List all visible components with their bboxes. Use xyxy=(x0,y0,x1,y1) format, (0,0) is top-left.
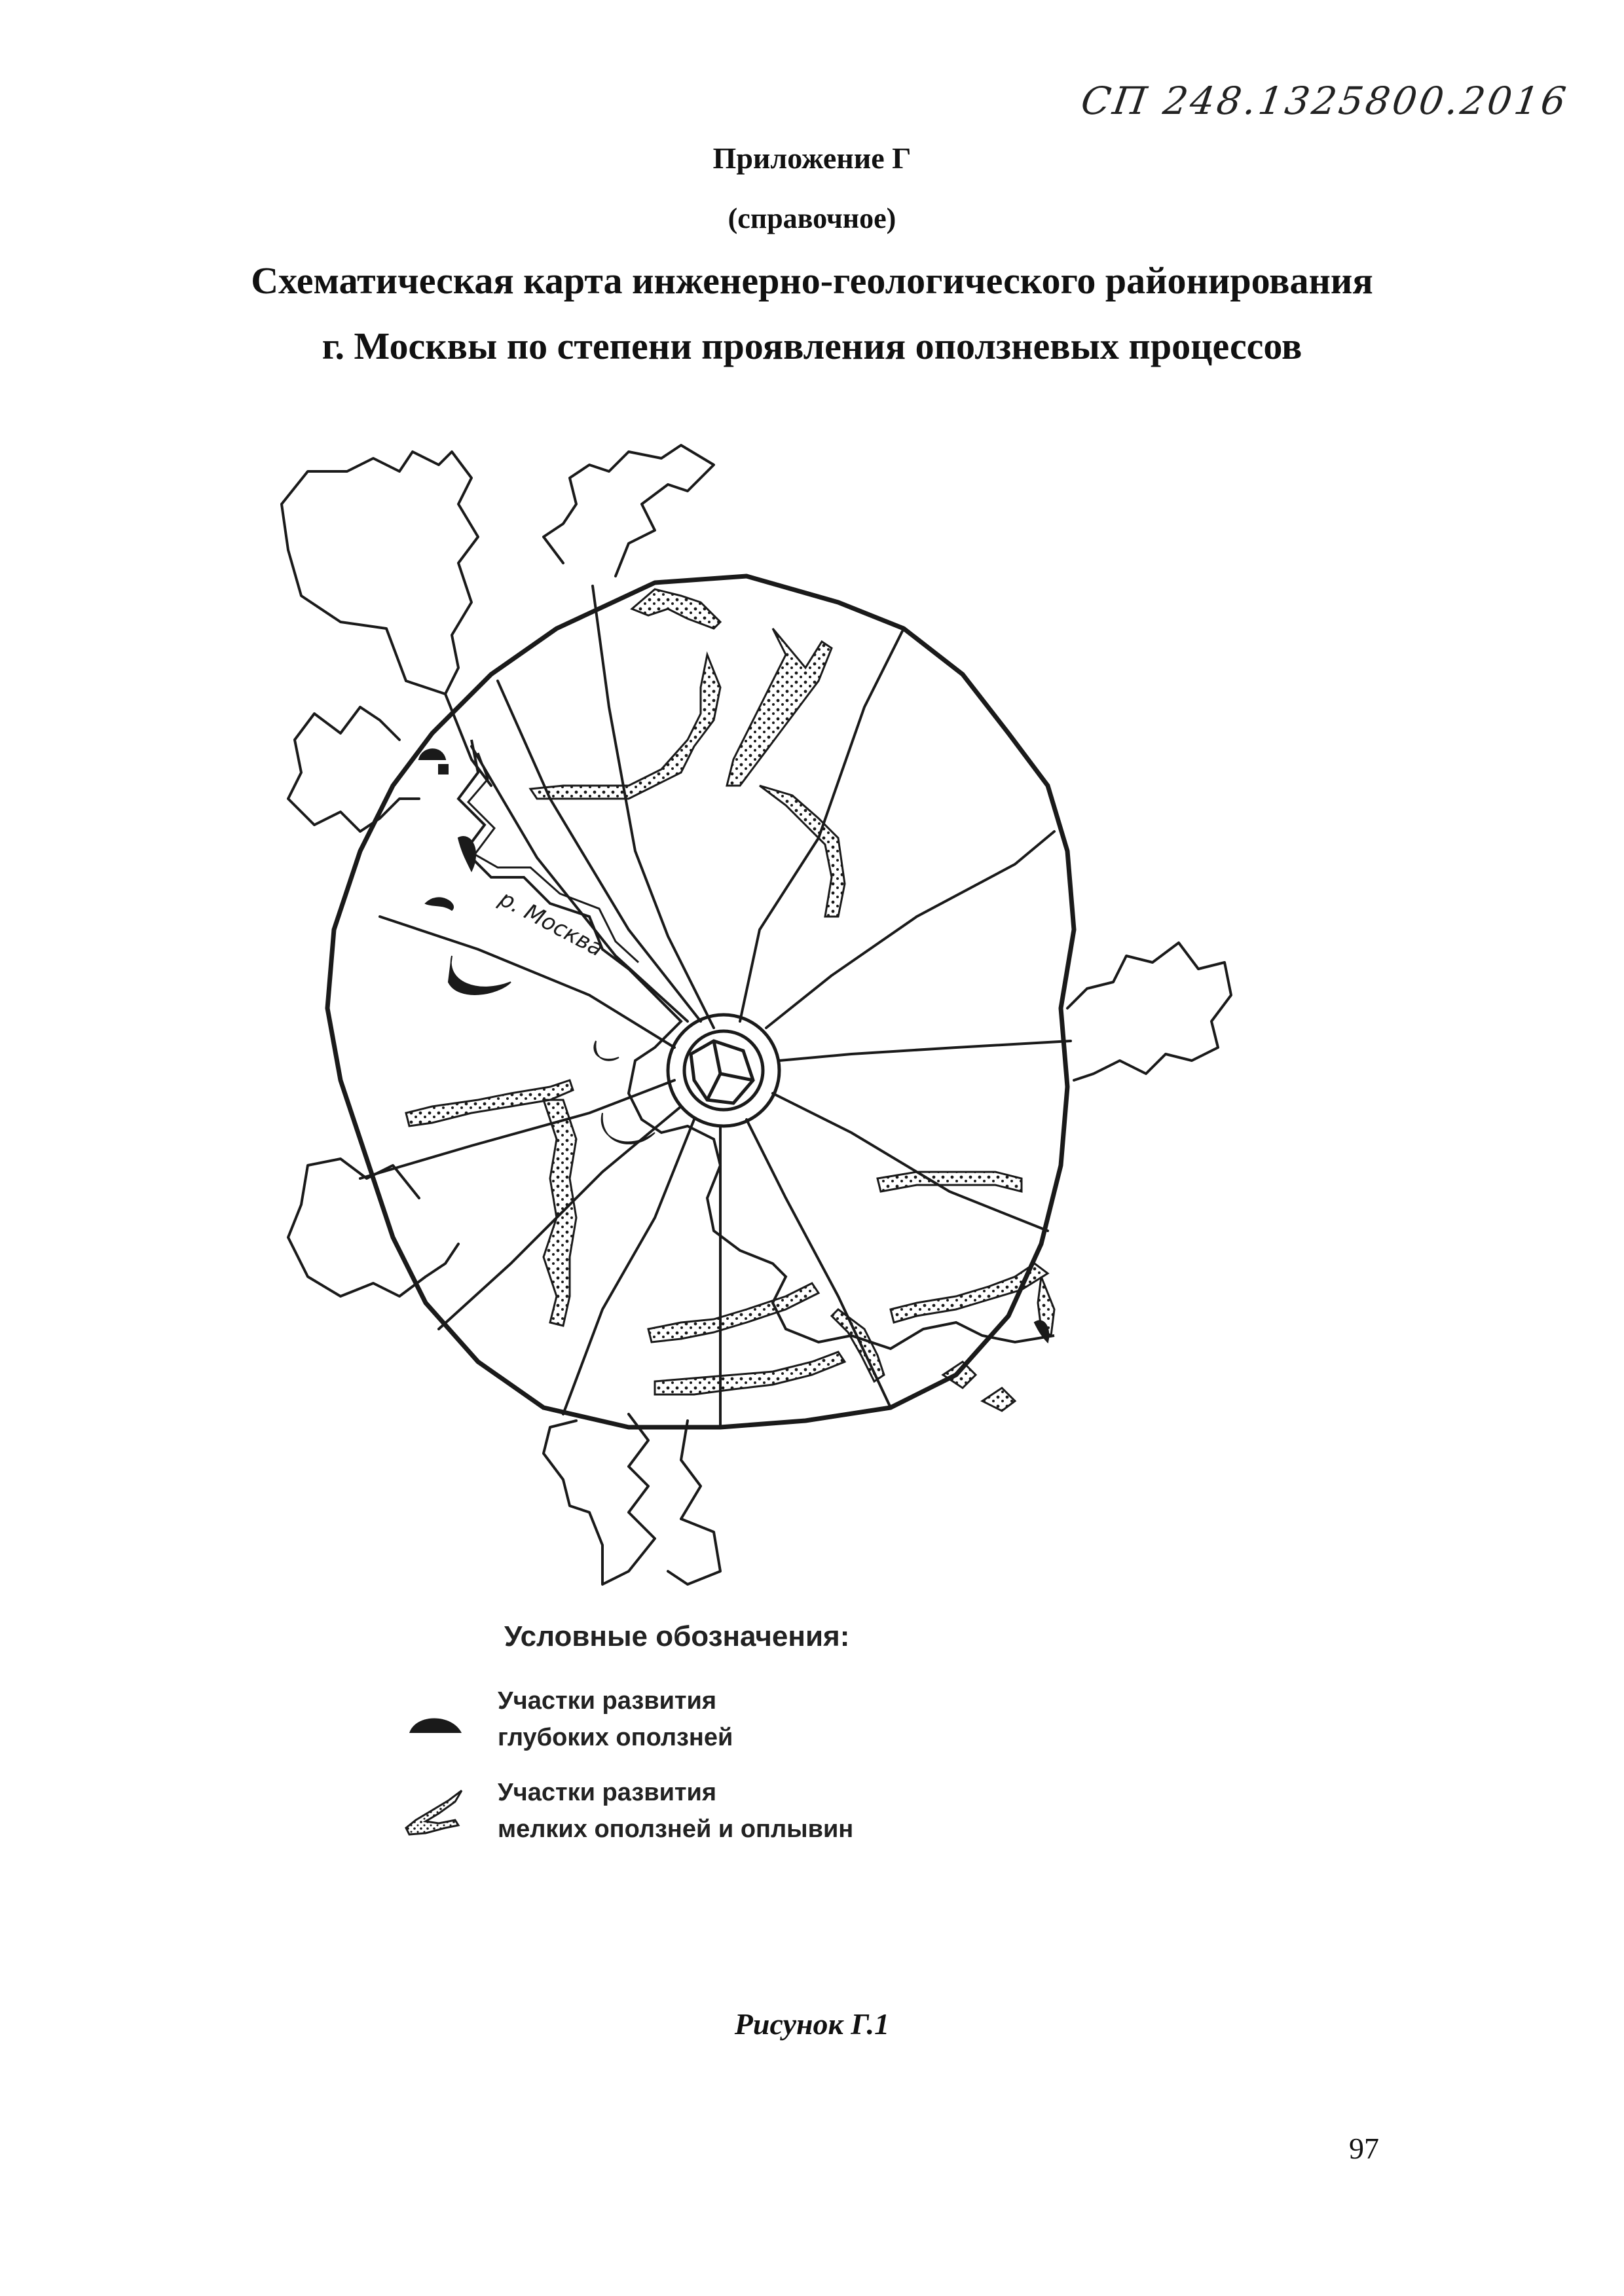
city-center xyxy=(668,1015,779,1126)
radial-road-wnw xyxy=(380,917,674,1048)
appendix-title: Приложение Г xyxy=(712,141,912,175)
legend-item-deep xyxy=(406,1683,995,1774)
outer-territory-south xyxy=(544,1414,655,1584)
river-label: р. Москва xyxy=(494,885,608,962)
shallow-landslide-icon xyxy=(399,1787,471,1840)
deep-landslide-zone xyxy=(449,956,511,994)
legend-item-shallow xyxy=(399,1774,1054,1866)
appendix-kind: (справочное) xyxy=(728,202,896,234)
shallow-landslide-zone xyxy=(727,629,832,786)
shallow-landslide-zone xyxy=(891,1264,1048,1322)
deep-landslide-zone xyxy=(602,1113,655,1144)
legend-item-deep-line-2: глубоких оползней xyxy=(498,1724,733,1751)
document-title-line-1: Схематическая карта инженерно-геологического районирования xyxy=(251,259,1373,302)
figure-caption: Рисунок Г.1 xyxy=(734,2007,890,2041)
radial-road-ssw xyxy=(563,1120,694,1414)
radial-road-ne xyxy=(766,831,1054,1028)
shallow-landslide-zone xyxy=(632,589,720,629)
legend-heading: Условные обозначения: xyxy=(504,1620,850,1652)
deep-landslide-zone xyxy=(439,765,448,774)
radial-road-se xyxy=(773,1093,1048,1231)
legend-item-deep-line-1: Участки развития xyxy=(498,1687,717,1715)
outer-territory-south-2 xyxy=(668,1421,720,1584)
shallow-landslide-zone xyxy=(943,1362,976,1388)
outer-territory-north xyxy=(544,445,714,576)
shallow-landslide-zone xyxy=(544,1100,576,1326)
page-number: 97 xyxy=(1349,2132,1379,2165)
deep-landslide-zone xyxy=(594,1041,619,1061)
legend-item-shallow-line-2: мелких оползней и оплывин xyxy=(498,1815,854,1843)
handwritten-document-code: СП 248.1325800.2016 xyxy=(1078,79,1572,123)
document-title-line-2: г. Москвы по степени проявления оползневых процессов xyxy=(322,325,1302,367)
legend-item-shallow-line-1: Участки развития xyxy=(498,1779,717,1806)
shallow-landslide-zone xyxy=(832,1309,884,1381)
moscow-landslide-map xyxy=(262,432,1244,1624)
shallow-landslide-zone xyxy=(655,1352,845,1394)
radial-road-e xyxy=(779,1041,1071,1061)
outer-territory-west xyxy=(288,707,419,831)
outer-territory-northwest xyxy=(282,452,478,694)
outer-territory-east xyxy=(1067,943,1231,1080)
shallow-landslide-zone xyxy=(760,786,845,917)
shallow-landslide-zone xyxy=(982,1388,1015,1411)
deep-landslide-icon xyxy=(406,1710,465,1736)
deep-landslide-zone xyxy=(426,898,453,910)
deep-landslide-zone xyxy=(419,749,445,759)
shallow-landslide-zone xyxy=(877,1172,1022,1192)
shallow-landslide-zone xyxy=(530,655,720,799)
